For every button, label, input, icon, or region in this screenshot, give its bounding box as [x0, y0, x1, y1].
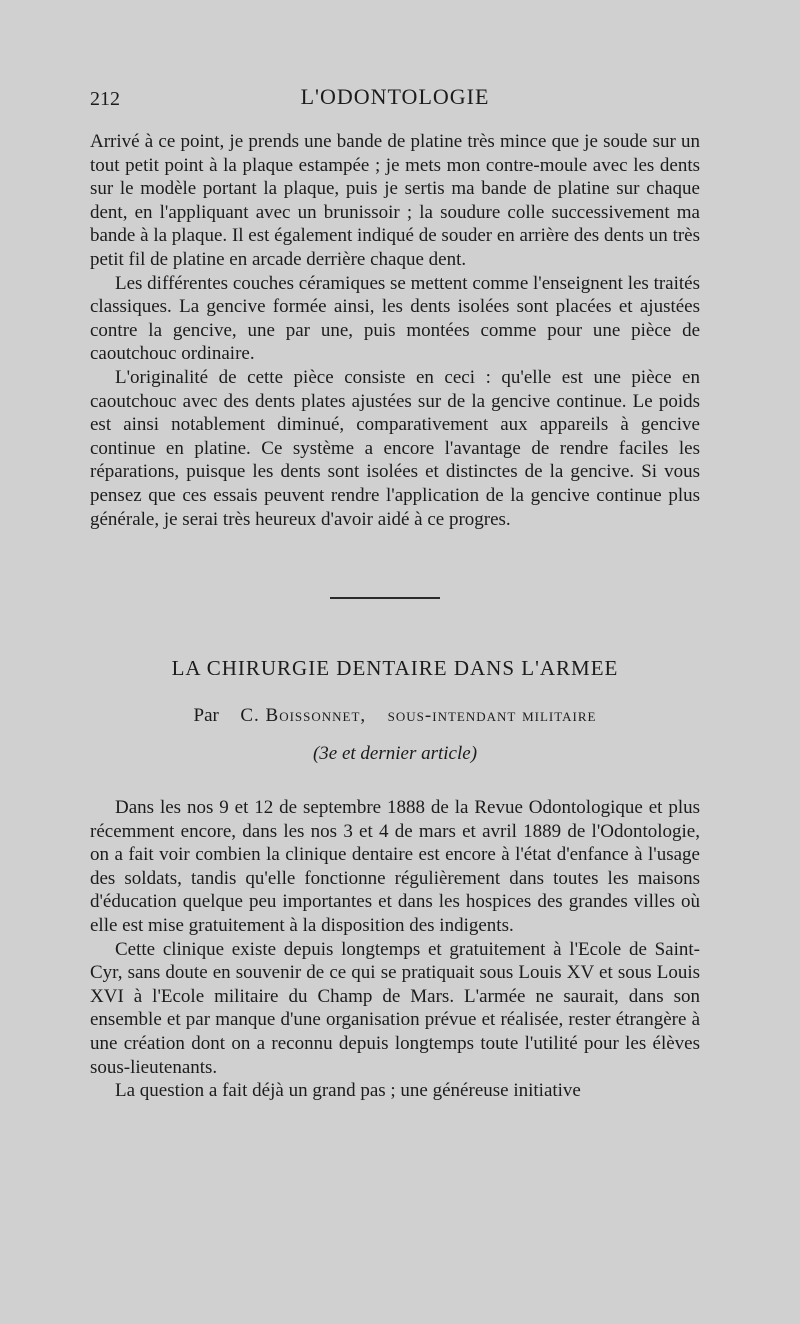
byline — [90, 705, 700, 727]
author-name: C. Boissonnet, — [240, 705, 367, 726]
paragraph: La question a fait déjà un grand pas ; une généreuse initiative — [115, 1080, 581, 1102]
article-subtitle: (3e et dernier article) — [312, 743, 478, 764]
paragraph: Arrivé à ce point, je prends une bande de platine très mince que je soude sur un tout petit point à la plaque estampée ; je mets mon contre-moule avec les dents sur le modèle portant la plaque, puis je sertis ma bande de platine sur chaque dent, en l'appliquant avec un brunissoir ; la soudure colle successivement ma bande à la plaque. Il est également indiqué de souder en arrière des dents un très petit fil de platine en arcade derrière chaque dent. — [90, 131, 700, 270]
byline-prefix: Par — [193, 705, 219, 726]
paragraph: L'originalité de cette pièce consiste en ceci : qu'elle est une pièce en caoutchouc avec des dents plates ajustées sur de la gencive continue. Le poids est ainsi notablement diminué, comparativement aux appareils à gencive continue en platine. Ce système a encore l'avantage de rendre faciles les réparations, puisque les dents sont isolées et distinctes de la gencive. Si vous pensez que ces essais peuvent rendre l'application de la gencive continue plus générale, je serai très heureux d'avoir aidé à ce progres. — [90, 366, 700, 530]
article-text — [90, 796, 700, 1103]
section-text — [90, 130, 700, 531]
page-header — [90, 84, 700, 114]
page-number: 212 — [90, 88, 120, 110]
article-title: LA CHIRURGIE DENTAIRE DANS L'ARMEE — [171, 656, 619, 680]
paragraph: Dans les nos 9 et 12 de septembre 1888 de la Revue Odontologique et plus récemment encore, dans les nos 3 et 4 de mars et avril 1889 de l'Odontologie, on a fait voir combien la clinique dentaire est encore à l'état d'enfance à l'usage des soldats, tandis qu'elle fonctionne régulièrement dans toutes les maisons d'éducation quelque peu importantes et dans les hospices des grandes villes où elle est mise gratuitement à la disposition des indigents. — [90, 797, 700, 936]
author-role: sous-intendant militaire — [387, 705, 597, 726]
running-title: L'ODONTOLOGIE — [300, 84, 490, 109]
paragraph: Cette clinique existe depuis longtemps et gratuitement à l'Ecole de Saint-Cyr, sans doute en souvenir de ce qui se pratiquait sous Louis XV et sous Louis XVI à l'Ecole militaire du Champ de Mars. L'armée ne saurait, dans son ensemble et par manque d'une organisation prévue et réalisée, rester étrangère à une création dont on a reconnu depuis longtemps toute l'utilité pour les élèves sous-lieutenants. — [90, 938, 700, 1078]
section-divider — [330, 597, 440, 599]
paragraph: Les différentes couches céramiques se mettent comme l'enseignent les traités classiques. La gencive formée ainsi, les dents isolées sont placées et ajustées contre la gencive, une par une, puis montées comme pour une pièce de caoutchouc ordinaire. — [90, 272, 700, 365]
